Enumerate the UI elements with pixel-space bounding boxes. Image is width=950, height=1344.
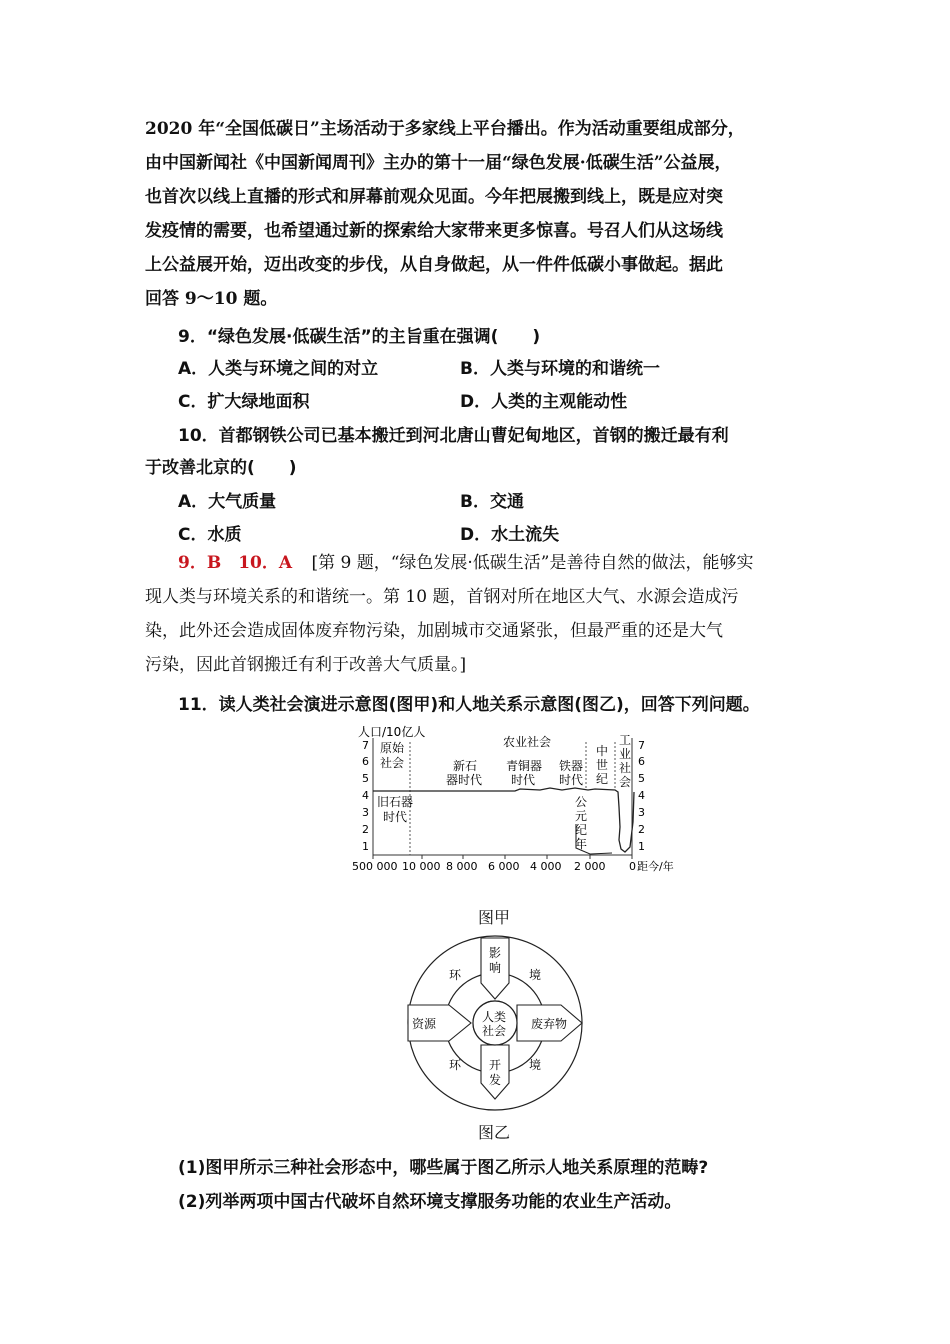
y-tick-right: 1 <box>638 840 645 853</box>
resources-label: 资源 <box>412 1017 437 1031</box>
x-tick-label: 10 000 <box>402 860 441 873</box>
q9-stem: 9．“绿色发展·低碳生活”的主旨重在强调( ) <box>178 327 541 347</box>
y-tick-left: 3 <box>362 806 369 819</box>
label-industrial: 工 <box>619 733 632 747</box>
x-tick-label: 0 <box>629 860 636 873</box>
x-tick-label: 4 000 <box>530 860 562 873</box>
q10-option-b: B．交通 <box>460 492 524 512</box>
q10-option-c: C．水质 <box>178 525 242 545</box>
passage-line: 上公益展开始，迈出改变的步伐，从自身做起，从一件件低碳小事做起。据此 <box>145 255 723 275</box>
label-paleolithic: 时代 <box>383 810 408 824</box>
y-tick-left: 4 <box>362 789 369 802</box>
passage-line: 回答 9～10 题。 <box>145 289 278 309</box>
influence-label: 影 <box>489 946 502 960</box>
x-tick-label: 6 000 <box>488 860 520 873</box>
figure-yi <box>405 933 585 1113</box>
label-neolithic: 器时代 <box>446 773 483 787</box>
label-iron: 时代 <box>559 773 584 787</box>
label-iron: 铁器 <box>559 759 584 773</box>
x-tick-label: 500 000 <box>352 860 398 873</box>
label-medieval: 纪 <box>596 772 609 786</box>
label-primitive: 社会 <box>380 756 405 770</box>
center-label: 人类 <box>482 1010 507 1024</box>
y-tick-right: 2 <box>638 823 645 836</box>
q11-stem: 11．读人类社会演进示意图(图甲)和人地关系示意图(图乙)，回答下列问题。 <box>178 695 760 715</box>
y-tick-right: 7 <box>638 739 645 752</box>
y-axis-label: 人口/10亿人 <box>358 725 426 739</box>
passage-line: 由中国新闻社《中国新闻周刊》主办的第十一届“绿色发展·低碳生活”公益展， <box>145 153 732 173</box>
develop-label: 开 <box>489 1058 502 1072</box>
y-tick-left: 2 <box>362 823 369 836</box>
x-tick-label: 2 000 <box>574 860 606 873</box>
caption-jia: 图甲 <box>478 908 511 927</box>
label-primitive: 原始 <box>380 741 405 755</box>
q9-option-a: A．人类与环境之间的对立 <box>178 359 379 379</box>
answer-line: [第 9 题，“绿色发展·低碳生活”是善待自然的做法，能够实 <box>311 553 754 573</box>
y-tick-right: 3 <box>638 806 645 819</box>
center-label: 社会 <box>482 1024 507 1038</box>
label-medieval: 世 <box>596 758 609 772</box>
answer-line: 污染，因此首钢搬迁有利于改善大气质量。] <box>145 655 467 675</box>
y-tick-right: 5 <box>638 772 645 785</box>
caption-yi: 图乙 <box>478 1123 511 1142</box>
label-neolithic: 新石 <box>453 759 478 773</box>
arrow-develop <box>481 1045 509 1099</box>
q10-stem-line2: 于改善北京的( ) <box>145 458 297 478</box>
y-tick-right: 6 <box>638 755 645 768</box>
influence-label: 响 <box>489 961 502 975</box>
label-bronze: 青铜器 <box>506 759 543 773</box>
label-industrial: 会 <box>619 775 632 789</box>
x-axis-label: 距今/年 <box>637 860 674 873</box>
label-bronze: 时代 <box>511 773 536 787</box>
label-paleolithic: 旧石器 <box>377 795 414 809</box>
label-ad: 纪 <box>575 823 588 837</box>
label-medieval: 中 <box>596 744 609 758</box>
passage-line: 发疫情的需要，也希望通过新的探索给大家带来更多惊喜。号召人们从这场线 <box>145 221 723 241</box>
environment-label: 环 <box>449 1058 462 1072</box>
answer-key: 9．B 10．A <box>178 553 293 573</box>
label-agricultural: 农业社会 <box>503 735 552 749</box>
y-tick-left: 7 <box>362 739 369 752</box>
label-ad: 年 <box>575 837 588 851</box>
q10-option-a: A．大气质量 <box>178 492 277 512</box>
y-tick-left: 6 <box>362 755 369 768</box>
passage-line: 也首次以线上直播的形式和屏幕前观众见面。今年把展搬到线上，既是应对突 <box>145 187 723 207</box>
q11-sub1: (1)图甲所示三种社会形态中，哪些属于图乙所示人地关系原理的范畴? <box>178 1158 709 1178</box>
label-ad: 元 <box>575 809 588 823</box>
y-tick-left: 1 <box>362 840 369 853</box>
develop-label: 发 <box>489 1073 502 1087</box>
passage <box>145 112 825 316</box>
waste-label: 废弃物 <box>531 1017 568 1031</box>
figure-jia <box>350 722 690 882</box>
q9-option-b: B．人类与环境的和谐统一 <box>460 359 660 379</box>
environment-label: 境 <box>529 1058 542 1072</box>
q11-sub2: (2)列举两项中国古代破坏自然环境支撑服务功能的农业生产活动。 <box>178 1192 682 1212</box>
q10-option-d: D．水土流失 <box>460 525 560 545</box>
label-ad: 公 <box>575 795 588 809</box>
q9-option-d: D．人类的主观能动性 <box>460 392 628 412</box>
q9-option-c: C．扩大绿地面积 <box>178 392 310 412</box>
environment-label: 环 <box>449 968 462 982</box>
y-tick-right: 4 <box>638 789 645 802</box>
environment-label: 境 <box>529 968 542 982</box>
answer-line: 现人类与环境关系的和谐统一。第 10 题，首钢对所在地区大气、水源会造成污 <box>145 587 739 607</box>
label-industrial: 社 <box>619 761 632 775</box>
x-tick-label: 8 000 <box>446 860 478 873</box>
q10-stem-line1: 10．首都钢铁公司已基本搬迁到河北唐山曹妃甸地区，首钢的搬迁最有利 <box>178 426 729 446</box>
label-industrial: 业 <box>619 747 632 761</box>
answer-block <box>145 546 825 682</box>
passage-line: 2020 年“全国低碳日”主场活动于多家线上平台播出。作为活动重要组成部分， <box>145 119 745 139</box>
y-tick-left: 5 <box>362 772 369 785</box>
answer-line: 染，此外还会造成固体废弃物污染，加剧城市交通紧张，但最严重的还是大气 <box>145 621 723 641</box>
